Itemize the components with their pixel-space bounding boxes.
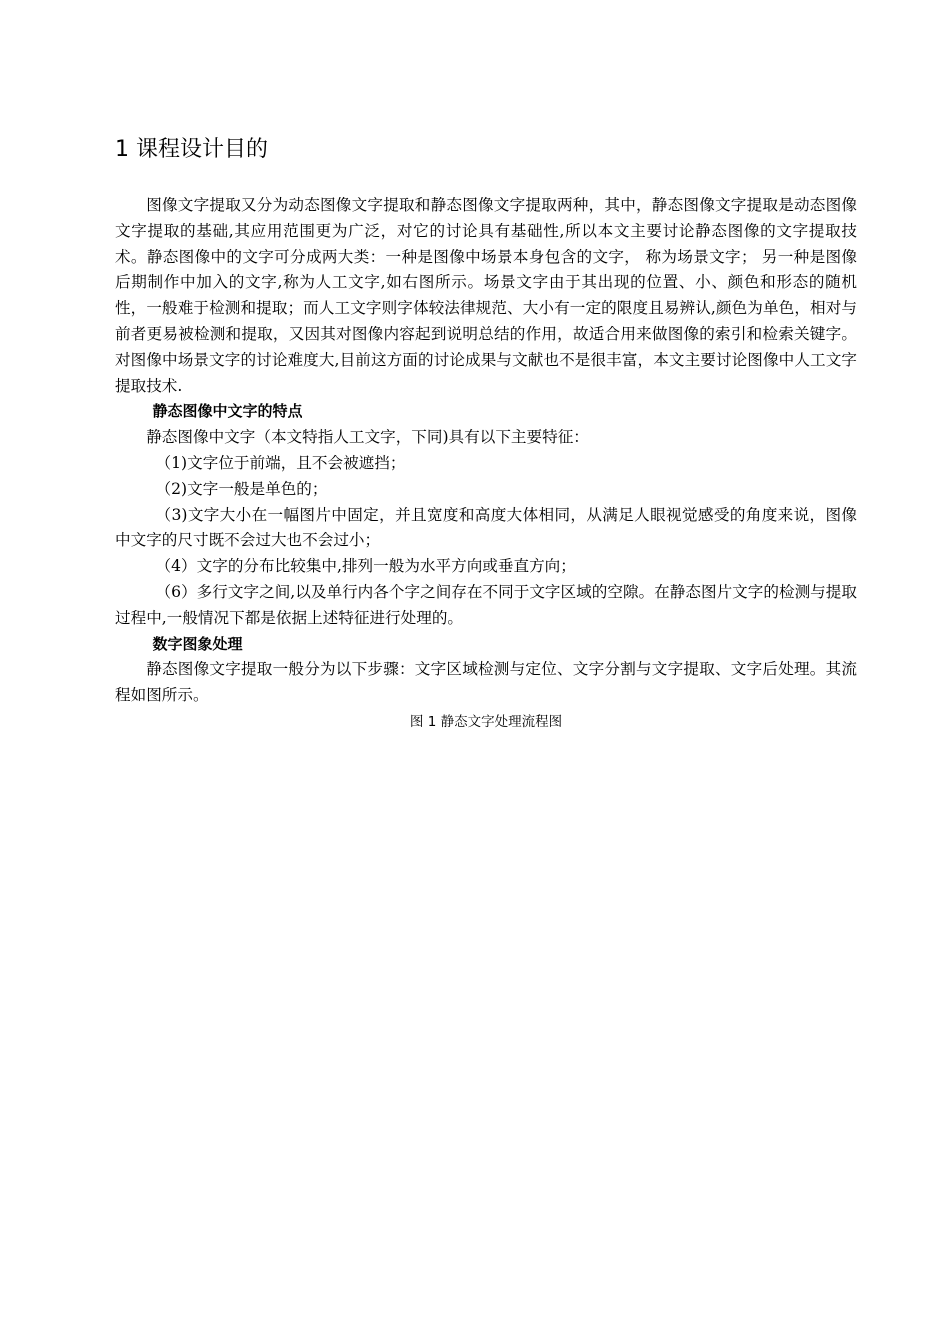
feature-item-4: （4）文字的分布比较集中,排列一般为水平方向或垂直方向； <box>155 557 576 576</box>
section-title: 1 课程设计目的 <box>115 137 268 162</box>
feature-item-1: （1)文字位于前端，且不会被遮挡； <box>155 453 406 472</box>
intro-paragraph: 图像文字提取又分为动态图像文字提取和静态图像文字提取两种，其中，静态图像文字提取是动态图像文字提取的基础,其应用范围更为广泛，对它的讨论具有基础性,所以本文主要讨论静态图像的文字提取技术。静态图像中的文字可分成两大类：一种是图像中场景本身包含的文字， 称为场景文字； 另一种是图像后期制作中加入的文字,称为人工文字,如右图所示。场景文字由于其出现的位置、小、颜色和形态的随机性，一般难于检测和提取；而人工文字则字体较法律规范、大小有一定的限度且易辨认,颜色为单色，相对与前者更易被检测和提取，又因其对图像内容起到说明总结的作用，故适合用来做图像的索引和检索关键字。对图像中场景文字的讨论难度大,目前这方面的讨论成果与文献也不是很丰富，本文主要讨论图像中人工文字提取技术. <box>115 196 857 395</box>
features-lead: 静态图像中文字（本文特指人工文字，下同)具有以下主要特征： <box>146 428 589 447</box>
processing-paragraph: 静态图像文字提取一般分为以下步骤：文字区域检测与定位、文字分割与文字提取、文字后处理。其流程如图所示。 <box>115 660 857 705</box>
feature-item-3: （3)文字大小在一幅图片中固定，并且宽度和高度大体相同，从满足人眼视觉感受的角度来说，图像中文字的尺寸既不会过大也不会过小； <box>115 505 857 550</box>
figure-caption: 图 1 静态文字处理流程图 <box>409 713 563 730</box>
processing-heading: 数字图象处理 <box>152 634 243 653</box>
feature-item-2: （2)文字一般是单色的； <box>155 479 328 498</box>
document-content <box>115 133 857 733</box>
feature-item-6: （6）多行文字之间,以及单行内各个字之间存在不同于文字区域的空隙。在静态图片文字的检测与提取过程中,一般情况下都是依据上述特征进行处理的。 <box>115 582 857 627</box>
features-heading: 静态图像中文字的特点 <box>152 402 303 421</box>
